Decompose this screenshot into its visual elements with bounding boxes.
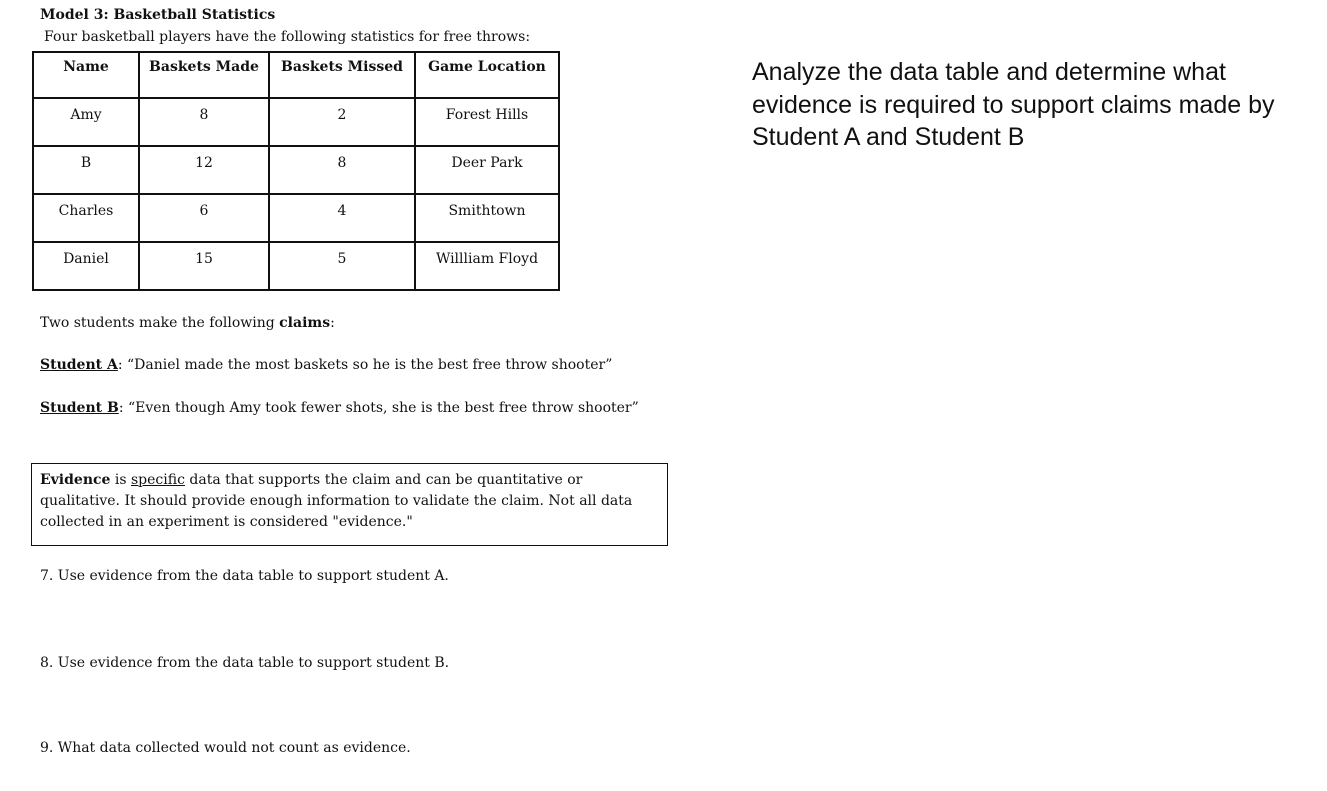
table-header-row xyxy=(33,52,559,98)
header-name: Name xyxy=(33,52,139,98)
cell-baskets-missed: 8 xyxy=(269,146,415,194)
student-a-text: : “Daniel made the most baskets so he is the best free throw shooter” xyxy=(117,357,613,373)
cell-baskets-made: 12 xyxy=(139,146,269,194)
cell-name: B xyxy=(33,146,139,194)
cell-baskets-missed: 5 xyxy=(269,242,415,290)
claims-intro-bold: claims xyxy=(279,315,331,331)
cell-game-location: Deer Park xyxy=(415,146,559,194)
claims-intro-suffix: : xyxy=(330,315,335,331)
cell-baskets-made: 6 xyxy=(139,194,269,242)
cell-name: Daniel xyxy=(33,242,139,290)
table-row xyxy=(33,98,559,146)
model-title: Model 3: Basketball Statistics xyxy=(40,7,276,23)
cell-game-location: Forest Hills xyxy=(415,98,559,146)
evidence-term: Evidence xyxy=(40,472,111,488)
cell-game-location: Willliam Floyd xyxy=(415,242,559,290)
cell-name: Amy xyxy=(33,98,139,146)
table-row xyxy=(33,146,559,194)
question-8: 8. Use evidence from the data table to support student B. xyxy=(40,655,450,671)
header-baskets-missed: Baskets Missed xyxy=(269,52,415,98)
evidence-text-2: data that supports the claim and can be quantitative or qualitative. It should provide enough information to validate the claim. Not all data collected in an experiment is considered "evidence." xyxy=(40,472,633,530)
evidence-specific: specific xyxy=(131,472,185,488)
student-b-text: : “Even though Amy took fewer shots, she is the best free throw shooter” xyxy=(118,400,639,416)
header-game-location: Game Location xyxy=(415,52,559,98)
analysis-prompt: Analyze the data table and determine what evidence is required to support claims made by Student A and Student B xyxy=(752,58,1275,151)
header-baskets-made: Baskets Made xyxy=(139,52,269,98)
evidence-definition-box xyxy=(31,463,668,546)
table-row xyxy=(33,194,559,242)
question-9: 9. What data collected would not count as evidence. xyxy=(40,740,411,756)
student-b-label: Student B xyxy=(40,400,119,416)
cell-baskets-made: 15 xyxy=(139,242,269,290)
model-intro: Four basketball players have the following statistics for free throws: xyxy=(44,29,531,45)
cell-name: Charles xyxy=(33,194,139,242)
claims-intro xyxy=(40,315,335,331)
question-7: 7. Use evidence from the data table to support student A. xyxy=(40,568,449,584)
table-row xyxy=(33,242,559,290)
cell-baskets-missed: 2 xyxy=(269,98,415,146)
claims-intro-prefix: Two students make the following xyxy=(40,315,280,331)
student-a-label: Student A xyxy=(40,357,118,373)
statistics-table xyxy=(32,51,560,291)
cell-baskets-missed: 4 xyxy=(269,194,415,242)
cell-game-location: Smithtown xyxy=(415,194,559,242)
cell-baskets-made: 8 xyxy=(139,98,269,146)
student-a-claim xyxy=(40,357,612,373)
student-b-claim xyxy=(40,400,639,416)
evidence-text-1: is xyxy=(110,472,131,488)
